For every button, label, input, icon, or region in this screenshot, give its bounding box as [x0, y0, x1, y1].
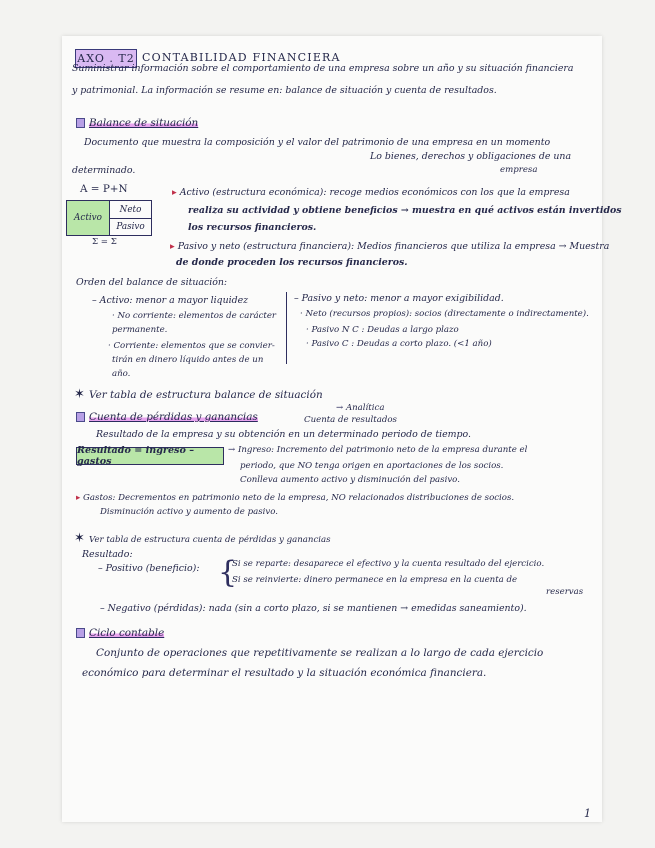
balance-formula: A = P+N: [80, 183, 128, 195]
cuenta-side-1: → Analítica: [336, 403, 385, 413]
balance-table: [66, 200, 152, 236]
unit-code: AXO . T2: [77, 52, 135, 65]
table-cell-pasivo: Pasivo: [116, 222, 145, 232]
cuenta-side-2: Cuenta de resultados: [304, 415, 397, 425]
resultado-formula-text: Resultado = ingreso – gastos: [77, 445, 194, 467]
negativo-line: – Negativo (pérdidas): nada (sin a corto plazo, si se mantienen → emedidas saneamiento).: [100, 603, 527, 614]
activo-line-3: los recursos financieros.: [188, 222, 317, 233]
activo-text-1: Activo (estructura económica): recoge medios económicos con los que la empresa: [179, 187, 570, 198]
cuenta-side-1-text: Analítica: [345, 403, 385, 413]
gastos-text-1: Gastos: Decrementos en patrimonio neto de la empresa, NO relacionados distribuciones de socios.: [83, 493, 515, 503]
cuenta-definition: Resultado de la empresa y su obtención en un determinado periodo de tiempo.: [96, 429, 471, 440]
balance-note-2: empresa: [500, 165, 538, 175]
positivo-label: – Positivo (beneficio):: [98, 563, 200, 574]
positivo-line-1: Si se reparte: desaparece el efectivo y la cuenta resultado del ejercicio.: [232, 559, 545, 569]
cuenta-heading-text: Cuenta de pérdidas y ganancias: [89, 411, 258, 423]
square-bullet-icon: [76, 118, 85, 128]
ingreso-line-2: periodo, que NO tenga origen en aportaciones de los socios.: [240, 461, 504, 471]
orden-right-3: · Pasivo N C : Deudas a largo plazo: [306, 325, 459, 335]
orden-left-4: · Corriente: elementos que se convier-: [108, 341, 275, 351]
ver-tabla-balance: ✶ Ver tabla de estructura balance de situación: [74, 387, 323, 402]
ciclo-heading: [76, 628, 164, 638]
orden-left-3: permanente.: [112, 325, 168, 335]
ciclo-line-2: económico para determinar el resultado y la situación económica financiera.: [82, 667, 487, 679]
balance-heading: [76, 118, 198, 128]
square-bullet-icon: [76, 628, 85, 638]
balance-definition-2: determinado.: [72, 165, 136, 176]
activo-line-2: realiza su actividad y obtiene beneficios → muestra en qué activos están invertidos: [188, 205, 622, 216]
balance-note: Lo bienes, derechos y obligaciones de una: [370, 151, 572, 162]
orden-right-2: · Neto (recursos propios): socios (directamente o indirectamente).: [300, 309, 589, 319]
intro-line-2: y patrimonial. La información se resume en: balance de situación y cuenta de resultados.: [72, 85, 497, 96]
orden-left-1: – Activo: menor a mayor liquidez: [92, 295, 249, 306]
gastos-line-2: Disminución activo y aumento de pasivo.: [100, 507, 279, 517]
positivo-line-2b: reservas: [546, 587, 584, 597]
square-bullet-icon: [76, 412, 85, 422]
intro-line-1: Suministrar información sobre el comportamiento de una empresa sobre un año y su situación financiera: [72, 63, 574, 74]
ver-tabla-cuenta: ✶ Ver tabla de estructura cuenta de pérdidas y ganancias: [74, 531, 331, 546]
ingreso-text-1: Ingreso: Incremento del patrimonio neto de la empresa durante el: [237, 445, 528, 455]
gastos-line-1: ▸ Gastos: Decrementos en patrimonio neto de la empresa, NO relacionados distribuciones de socios.: [76, 493, 515, 503]
activo-line-1: ▸ Activo (estructura económica): recoge medios económicos con los que la empresa: [172, 187, 570, 198]
orden-left-2: · No corriente: elementos de carácter: [112, 311, 277, 321]
orden-right-4: · Pasivo C : Deudas a corto plazo. (<1 año): [306, 339, 492, 349]
pasivo-text-1: Pasivo y neto (estructura financiera): Medios financieros que utiliza la empresa → Muestra: [177, 241, 610, 252]
ingreso-line-3: Conlleva aumento activo y disminución del pasivo.: [240, 475, 460, 485]
cuenta-heading: [76, 412, 258, 422]
pasivo-line-2: de donde proceden los recursos financieros.: [176, 257, 408, 268]
page-title: CONTABILIDAD FINANCIERA: [142, 51, 341, 64]
equality-note: Σ = Σ: [92, 237, 117, 247]
ingreso-line-1: → Ingreso: Incremento del patrimonio neto de la empresa durante el: [228, 445, 528, 455]
page-number: 1: [584, 807, 591, 820]
ciclo-heading-text: Ciclo contable: [89, 627, 165, 639]
orden-left-6: año.: [112, 369, 131, 379]
table-cell-activo: Activo: [67, 201, 110, 235]
resultado-formula-box: [76, 447, 224, 465]
orden-divider: [286, 292, 287, 364]
ver-tabla-cuenta-text: Ver tabla de estructura cuenta de pérdidas y ganancias: [89, 535, 331, 545]
pasivo-line-1: ▸ Pasivo y neto (estructura financiera): Medios financieros que utiliza la empresa → Muestra: [170, 241, 610, 252]
ver-tabla-balance-text: Ver tabla de estructura balance de situación: [89, 389, 323, 401]
resultado-heading: Resultado:: [82, 549, 133, 560]
orden-left-5: tirán en dinero líquido antes de un: [112, 355, 264, 365]
orden-right-1: – Pasivo y neto: menor a mayor exigibilidad.: [294, 293, 504, 304]
balance-heading-text: Balance de situación: [89, 117, 199, 129]
orden-heading: Orden del balance de situación:: [76, 277, 228, 288]
ciclo-line-1: Conjunto de operaciones que repetitivamente se realizan a lo largo de cada ejercicio: [96, 647, 544, 659]
positivo-line-2: Si se reinvierte: dinero permanece en la empresa en la cuenta de: [232, 575, 518, 585]
balance-definition-1: Documento que muestra la composición y el valor del patrimonio de una empresa en un momento: [84, 137, 551, 148]
table-cell-neto: Neto: [110, 201, 151, 219]
brace-icon: {: [218, 555, 238, 590]
